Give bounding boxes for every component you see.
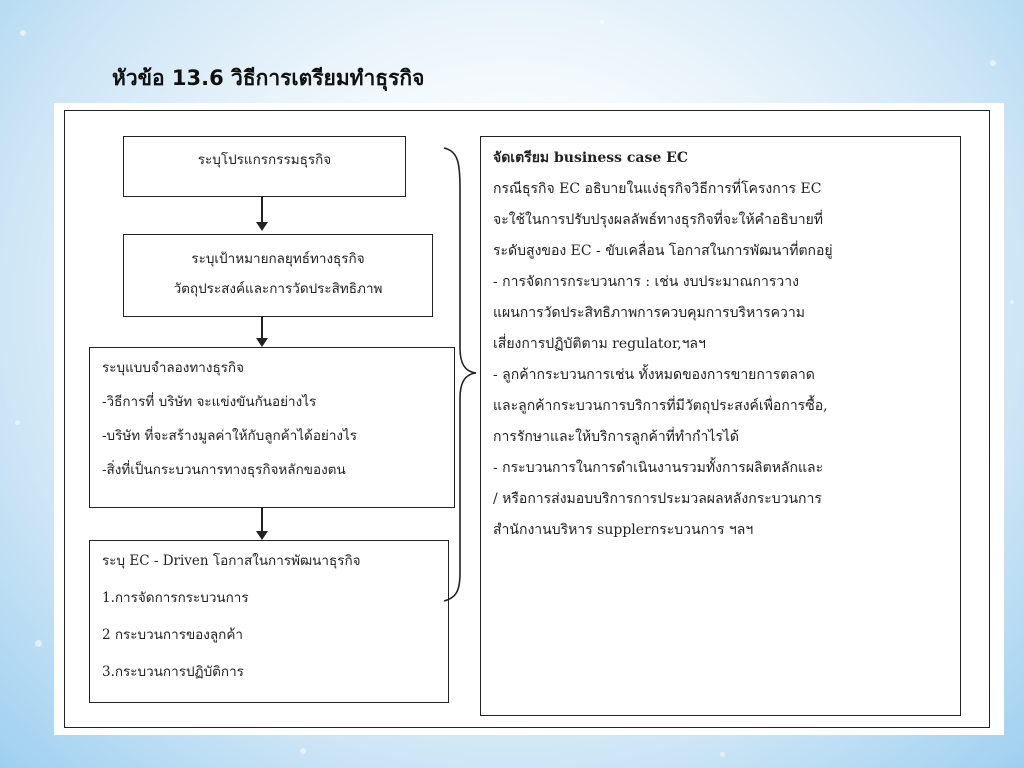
slide-canvas [54, 103, 1004, 735]
step-2-line: วัตถุประสงค์และการวัดประสิทธิภาพ [173, 280, 383, 297]
step-box-3 [89, 347, 455, 508]
step-box-2 [123, 234, 433, 317]
background-dot [35, 640, 42, 647]
business-case-heading: จัดเตรียม business case EC [493, 150, 688, 166]
detail-line: - กระบวนการในการดำเนินงานรวมทั้งการผลิตหลักและ [493, 460, 824, 476]
step-3-line: -วิธีการที่ บริษัท จะแข่งขันกันอย่างไร [102, 393, 317, 410]
detail-line: จะใช้ในการปรับปรุงผลลัพธ์ทางธุรกิจที่จะให้คำอธิบายที่ [493, 212, 824, 228]
detail-line: ระดับสูงของ EC - ขับเคลื่อน โอกาสในการพัฒนาที่ตกอยู่ [493, 243, 833, 259]
slide-title: หัวข้อ 13.6 วิธีการเตรียมทำธุรกิจ [112, 66, 425, 90]
background-dot [15, 420, 20, 425]
step-1-line: ระบุโปรแกรกรรมธุรกิจ [197, 152, 332, 168]
step-4-line: 1.การจัดการกระบวนการ [102, 589, 249, 606]
detail-line: การรักษาและให้บริการลูกค้าที่ทำกำไรได้ [493, 429, 740, 445]
background-dot [20, 30, 26, 36]
background-dot [720, 752, 725, 757]
step-3-line: -สิ่งที่เป็นกระบวนการทางธุรกิจหลักของตน [102, 461, 346, 478]
detail-line: และลูกค้ากระบวนการบริการที่มีวัตถุประสงค์เพื่อการซื้อ, [493, 398, 828, 414]
step-box-1 [123, 136, 406, 197]
detail-line: - ลูกค้ากระบวนการเช่น ทั้งหมดของการขายการตลาด [493, 367, 815, 383]
step-2-line: ระบุเป้าหมายกลยุทธ์ทางธุรกิจ [191, 251, 365, 267]
detail-line: เสี่ยงการปฏิบัติตาม regulator,ฯลฯ [493, 336, 706, 352]
step-3-line: -บริษัท ที่จะสร้างมูลค่าให้กับลูกค้าได้อย่างไร [102, 427, 358, 444]
background-dot [1010, 300, 1014, 304]
detail-line: กรณีธุรกิจ EC อธิบายในแง่ธุรกิจวิธีการที่โครงการ EC [493, 181, 822, 197]
background-dot [600, 20, 604, 24]
step-box-4 [89, 540, 449, 703]
step-4-line: 2 กระบวนการของลูกค้า [102, 626, 243, 643]
background-dot [300, 748, 306, 754]
business-case-box [480, 136, 961, 716]
detail-line: / หรือการส่งมอบบริการการประมวลผลหลังกระบวนการ [493, 491, 822, 507]
flow-arrow [261, 508, 263, 532]
flow-arrow [261, 317, 263, 339]
step-3-line: ระบุแบบจำลองทางธุรกิจ [102, 360, 245, 376]
flow-arrow [261, 197, 263, 223]
detail-line: แผนการวัดประสิทธิภาพการควบคุมการบริหารความ [493, 305, 805, 321]
curly-brace [442, 143, 482, 603]
detail-line: สำนักงานบริหาร supplerกระบวนการ ฯลฯ [493, 522, 754, 538]
detail-line: - การจัดการกระบวนการ : เช่น งบประมาณการวาง [493, 274, 799, 290]
step-4-line: 3.กระบวนการปฏิบัติการ [102, 663, 244, 680]
background-dot [990, 60, 996, 66]
step-4-line: ระบุ EC - Driven โอกาสในการพัฒนาธุรกิจ [102, 553, 361, 569]
